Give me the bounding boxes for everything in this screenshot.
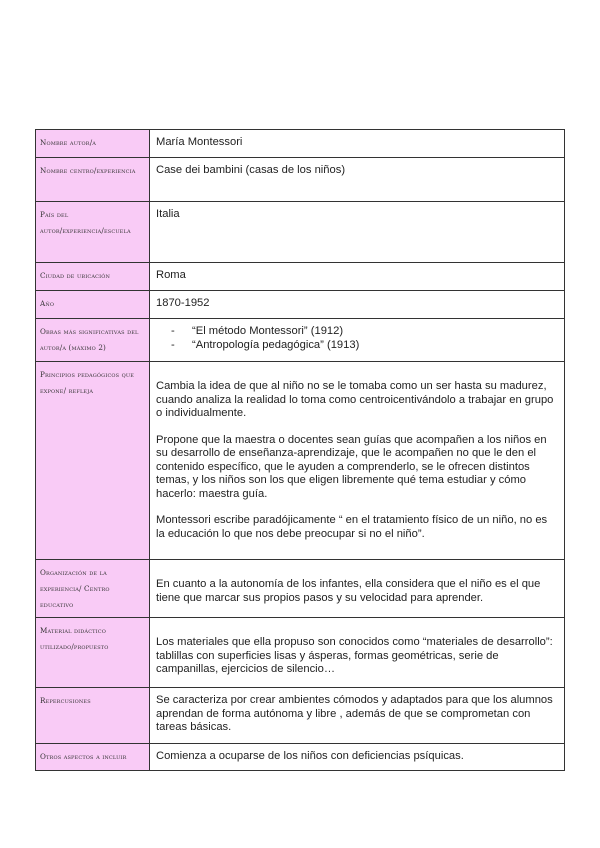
table-row <box>36 319 565 362</box>
row-label: País del autor/experiencia/escuela <box>36 202 150 263</box>
row-label: Obras más significativas del autor/a (máximo 2) <box>36 319 150 362</box>
row-value <box>150 319 565 362</box>
row-label: Material didáctico utilizado/propuesto <box>36 618 150 688</box>
table-row <box>36 618 565 688</box>
row-label: Repercusiones <box>36 688 150 744</box>
table-row <box>36 130 565 158</box>
row-label: Principios pedagógicos que expone/ refleja <box>36 362 150 560</box>
row-value: Italia <box>150 202 565 263</box>
row-value: María Montessori <box>150 130 565 158</box>
table-row <box>36 291 565 319</box>
author-info-table <box>35 129 565 771</box>
row-label: Otros aspectos a incluir <box>36 744 150 771</box>
table-row <box>36 263 565 291</box>
row-value: 1870-1952 <box>150 291 565 319</box>
row-value <box>150 362 565 560</box>
row-value: Los materiales que ella propuso son conocidos como “materiales de desarrollo”: tablillas con superficies lisas y ásperas, formas geométricas, serie de campanillas, ejercicios de silencio… <box>150 618 565 688</box>
paragraph: Cambia la idea de que al niño no se le tomaba como un ser hasta su madurez, cuando analiza la realidad lo toma como centroicentivándolo a trabajar en grupo o individualmente. <box>156 380 554 419</box>
row-value: Roma <box>150 263 565 291</box>
table-row <box>36 744 565 771</box>
row-value: En cuanto a la autonomía de los infantes, ella considera que el niño es el que tiene que marcar sus propios pasos y su velocidad para aprender. <box>150 560 565 618</box>
row-label: Nombre centro/experiencia <box>36 158 150 202</box>
table-row <box>36 362 565 560</box>
table-row <box>36 158 565 202</box>
works-list <box>156 325 558 352</box>
row-value: Case dei bambini (casas de los niños) <box>150 158 565 202</box>
row-label: Nombre autor/a <box>36 130 150 158</box>
row-label: Año <box>36 291 150 319</box>
row-label: Organización de la experiencia/ Centro educativo <box>36 560 150 618</box>
table-row <box>36 688 565 744</box>
paragraph: Propone que la maestra o docentes sean guías que acompañen a los niños en su desarrollo de enseñanza-aprendizaje, que le acompañen no que le den el contenido específico, que le ayuden a comprenderlo, se le ofrecen distintos temas, y los niños son los que eligen libremente qué tema estudiar y cómo hacerlo: maestra guía. <box>156 433 547 500</box>
row-value: Se caracteriza por crear ambientes cómodos y adaptados para que los alumnos aprendan de forma autónoma y libre , además de que se comprometan con tareas básicas. <box>150 688 565 744</box>
row-value: Comienza a ocuparse de los niños con deficiencias psíquicas. <box>150 744 565 771</box>
paragraph: Montessori escribe paradójicamente “ en el tratamiento físico de un niño, no es la educación lo que nos debe preocupar si no el niño”. <box>156 514 548 540</box>
list-item: - “El método Montessori” (1912) <box>171 325 558 339</box>
table-row <box>36 202 565 263</box>
table-row <box>36 560 565 618</box>
list-item: - “Antropología pedagógica” (1913) <box>171 339 558 353</box>
row-label: Ciudad de ubicación <box>36 263 150 291</box>
